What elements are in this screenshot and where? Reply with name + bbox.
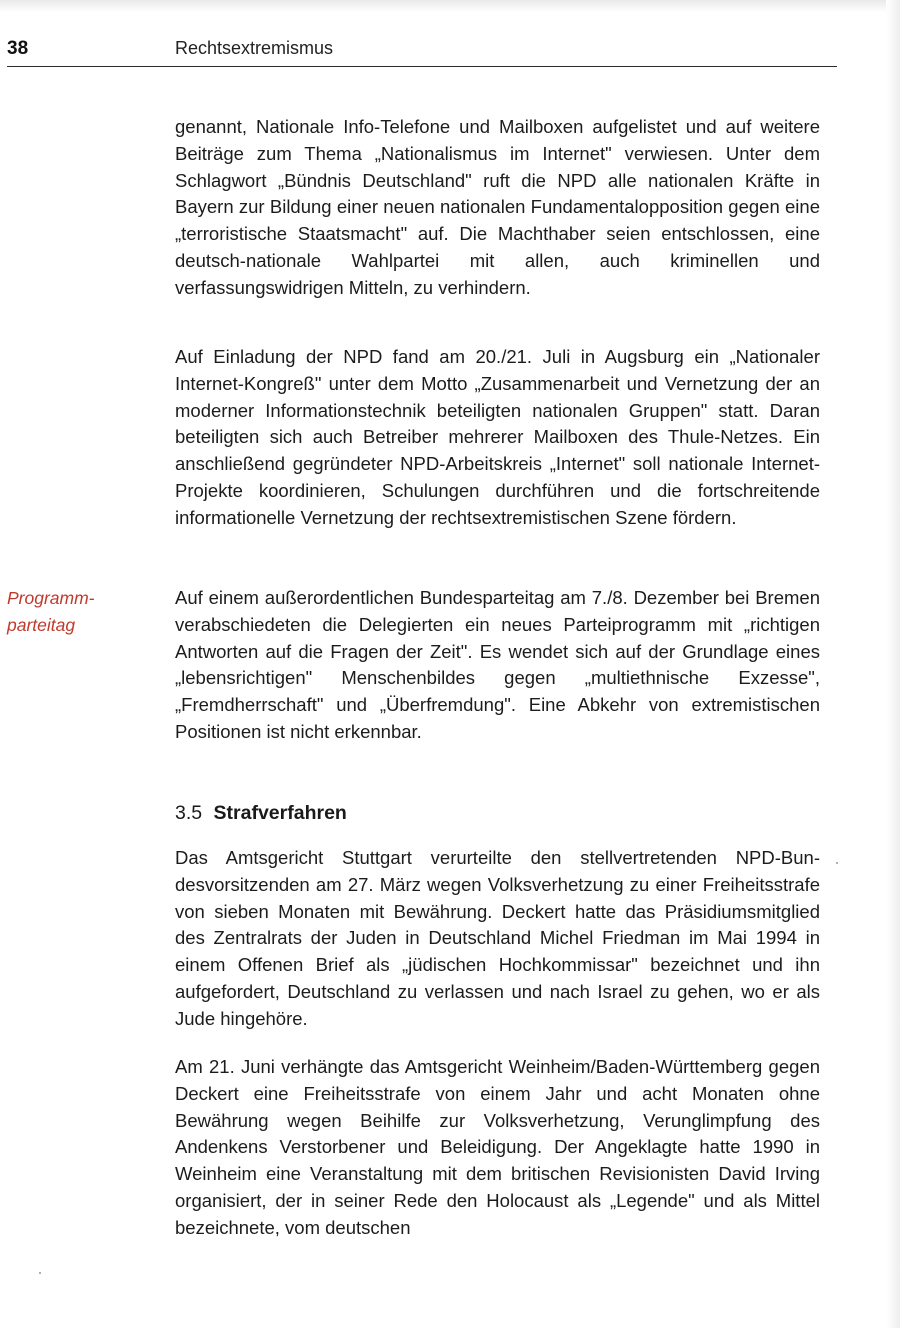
scan-top-shadow [0,0,900,12]
scan-right-shadow [886,0,900,1328]
running-title: Rechtsextremismus [175,38,334,58]
paragraph-5: Am 21. Juni verhängte das Amtsgericht Weinheim/Baden-Württemberg gegen Deckert eine Freiheitsstrafe von einem Jahr und acht Monaten ohne Bewährung wegen Beihilfe zur Volksverhetzung, Verunglimpfung des Andenkens Verstorbener und Beleidigung. Der Angeklagte hatte 1990 in Weinheim eine Veranstaltung mit dem britischen Revisionisten David Irving organisiert, der in seiner Rede den Holocaust als „Legende" und als Mittel bezeichnete, vom deutschen [175,1056,820,1238]
scan-speck [836,862,838,864]
paragraph-4: Das Amtsgericht Stuttgart verurteilte den stellvertretenden NPD-Bundesvorsitzenden am 27. März wegen Volksverhetzung zu einer Freiheitsstrafe von sieben Monaten mit Bewährung. Deckert hatte das Präsidiumsmitglied des Zentralrats der Juden in Deutschland Michel Friedman im Mai 1994 in einem Offenen Brief als „jüdischen Hochkommissar" bezeichnet und ihn aufgefordert, Deutschland zu verlassen und nach Israel zu gehen, wo er als Jude hingehöre. [175,847,820,1029]
section-title: Strafverfahren [213,802,347,824]
margin-note-programmparteitag: Programm- parteitag [7,588,95,635]
page-number: 38 [7,38,29,59]
page-header [7,36,837,66]
paragraph-2: Auf Einladung der NPD fand am 20./21. Juli in Augsburg ein „Nationaler Internet-Kongreß" unter dem Motto „Zusammenarbeit und Vernetzung der an moderner Informationstechnik beteiligten nationalen Gruppen" statt. Daran beteiligten sich auch Betreiber mehrerer Mailboxen des Thule-Netzes. Ein anschließend gegründeter NPD-Arbeitskreis „Internet" soll nationale Internet-Projekte koordinieren, Schulungen durchführen und die fortschreitende informationelle Vernetzung der rechtsextremistischen Szene fördern. [175,346,820,528]
paragraph-1: genannt, Nationale Info-Telefone und Mailboxen aufgelistet und auf weitere Beiträge zum Thema „Nationalismus im Internet" verwiesen. Unter dem Schlagwort „Bündnis Deutschland" ruft die NPD alle nationalen Kräfte in Bayern zur Bildung einer neuen nationalen Fundamentalopposition gegen eine „terroristische Staatsmacht" auf. Die Machthaber seien entschlossen, eine deutsch-nationale Wahlpartei mit allen, auch kriminellen und verfassungswidrigen Mitteln, zu verhindern. [175,116,820,298]
section-number: 3.5 [175,802,203,824]
header-rule [7,66,837,67]
scan-speck [39,1272,41,1274]
section-heading [175,802,347,825]
paragraph-3: Auf einem außerordentlichen Bundesparteitag am 7./8. Dezember bei Bremen verabschiedeten die Delegierten ein neues Parteiprogramm mit „richtigen Antworten auf die Fragen der Zeit". Es wendet sich auf der Grundlage eines „lebensrichtigen" Menschenbildes gegen „multiethnische Exzesse", „Fremdherrschaft" und „Überfremdung". Eine Abkehr von extremistischen Positionen ist nicht erkennbar. [175,587,820,742]
